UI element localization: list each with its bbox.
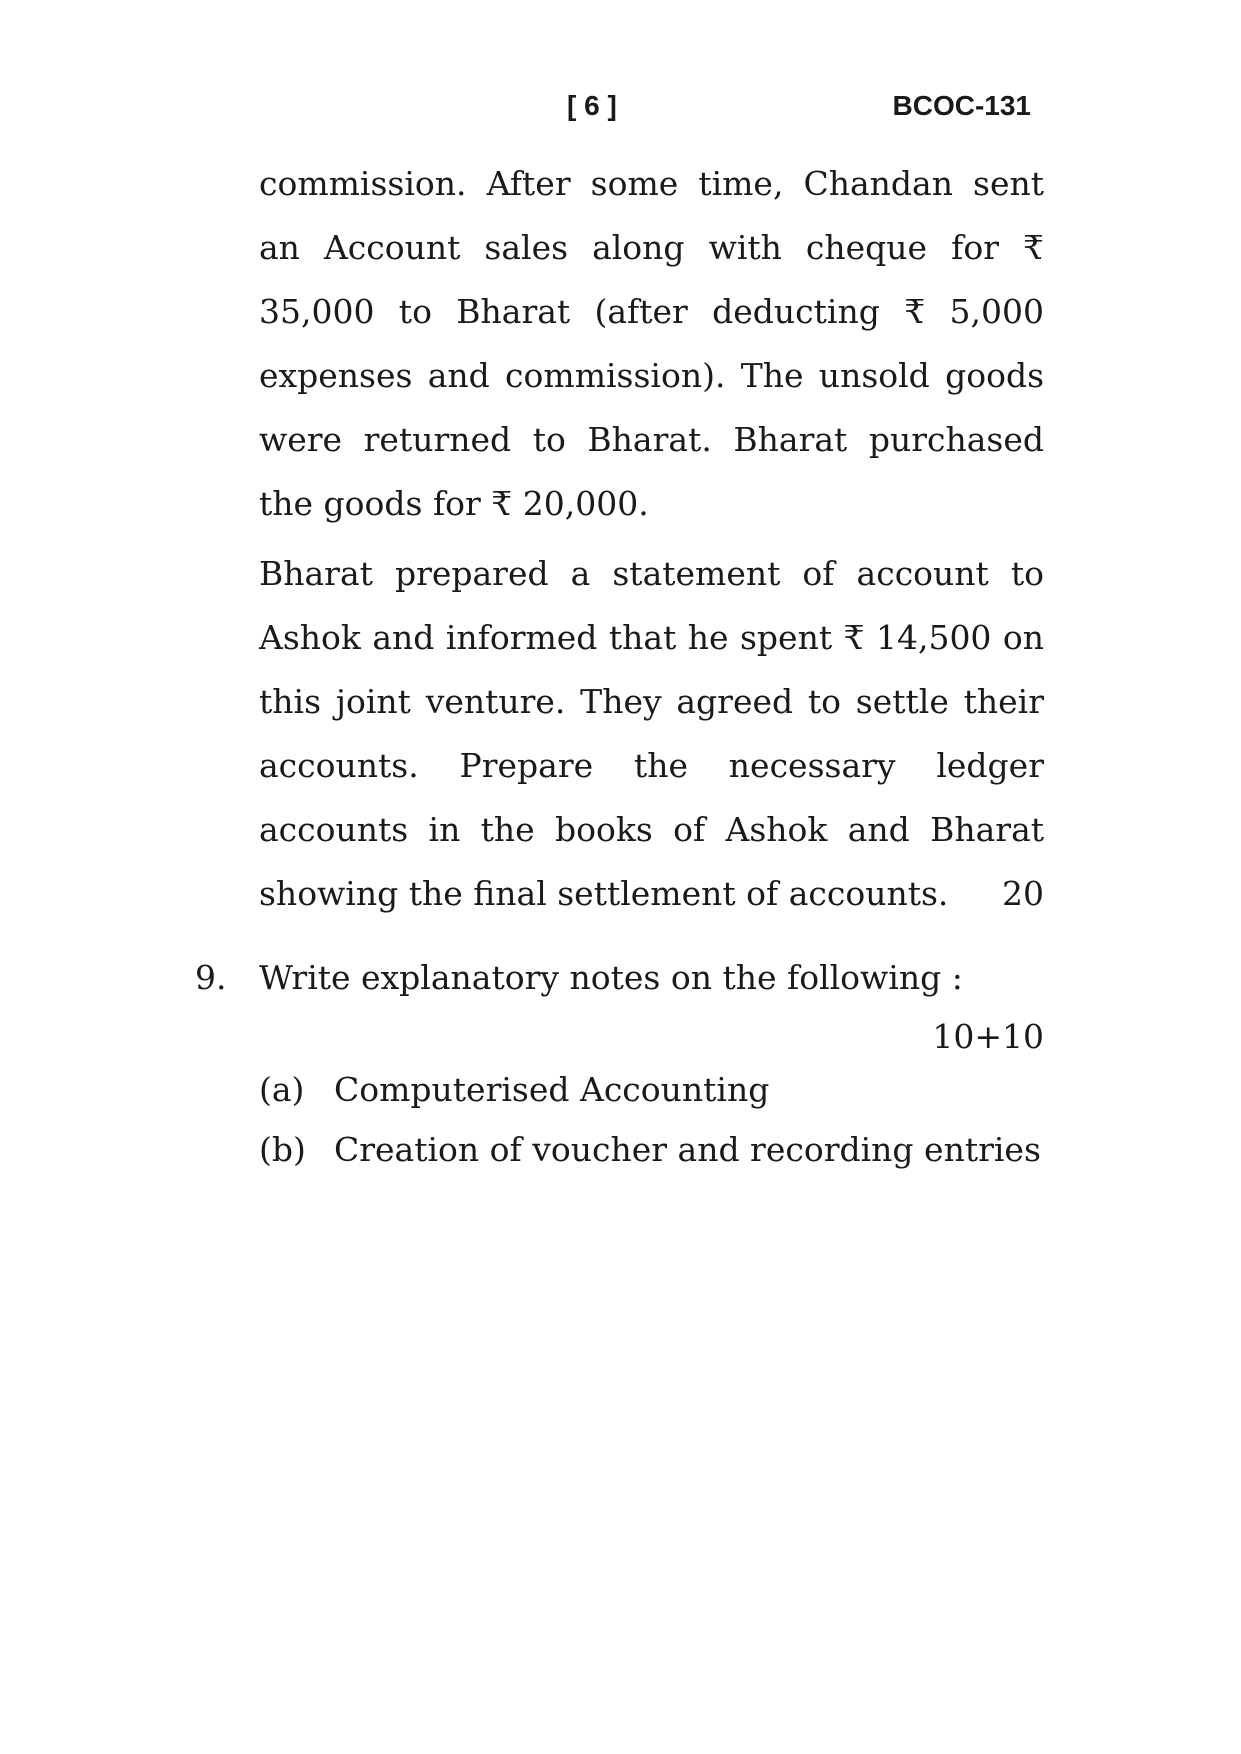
question9-text: Write explanatory notes on the following : (259, 958, 963, 997)
question9-number: 9. (195, 958, 227, 997)
question8-instruction-text: Bharat prepared a statement of account to Ashok and informed that he spent ₹ 14,500 on this joint venture. They agreed to settle their accounts. Prepare the necessary ledger accounts in the books of Ashok and Bharat showing the final settlement of accounts. (259, 554, 1044, 913)
question9-part-a (259, 1060, 769, 1120)
question9-part-b (259, 1120, 1041, 1180)
part-text: Computerised Accounting (334, 1070, 770, 1109)
page-header (0, 90, 1241, 130)
part-label: (b) (259, 1130, 306, 1169)
paper-code: BCOC-131 (892, 90, 1031, 121)
question8-marks: 20 (1002, 874, 1044, 913)
page-number: [ 6 ] (567, 90, 617, 121)
question8-instruction-paragraph (259, 542, 1044, 926)
part-label: (a) (259, 1070, 305, 1109)
question8-continuation-paragraph: commission. After some time, Chandan sent an Account sales along with cheque for ₹ 35,000 to Bharat (after deducting ₹ 5,000 expenses and commission). The unsold goods were returned to Bharat. Bharat purchased the goods for ₹ 20,000. (259, 164, 1044, 523)
question9-marks: 10+10 (932, 1017, 1044, 1056)
part-text: Creation of voucher and recording entries (334, 1130, 1041, 1169)
